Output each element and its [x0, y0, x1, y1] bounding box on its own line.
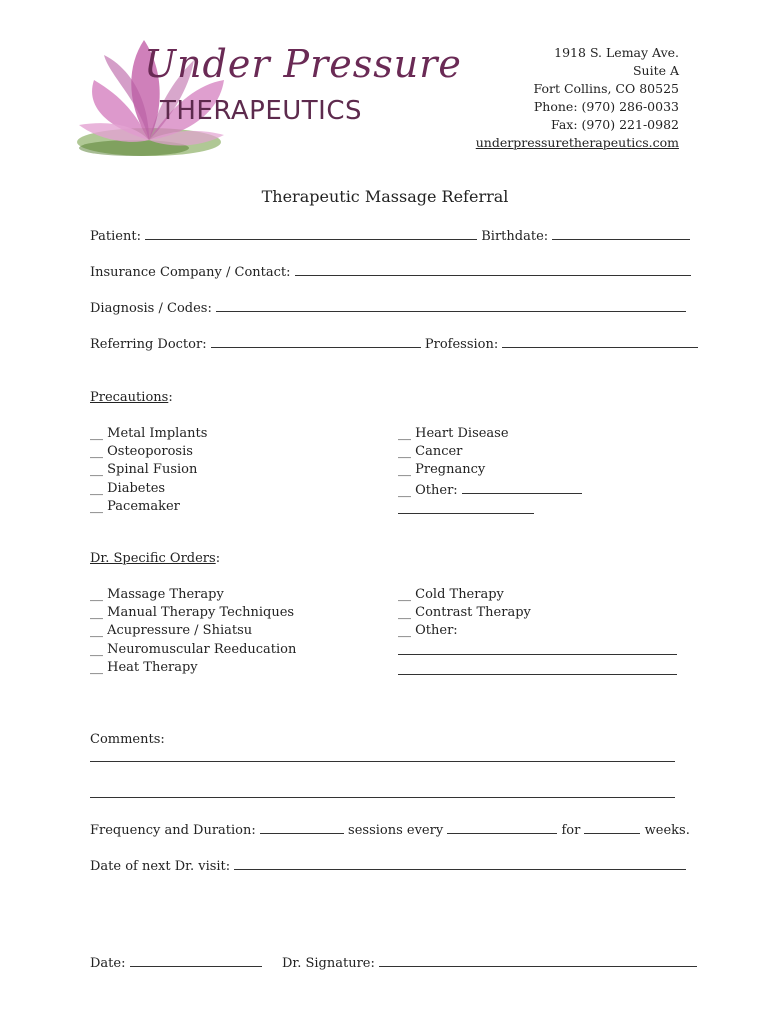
referring-doctor-field[interactable]	[211, 334, 421, 348]
list-item[interactable]: __ Massage Therapy	[90, 587, 224, 602]
orders-other-field-1[interactable]	[398, 641, 677, 655]
diagnosis-row	[90, 298, 686, 318]
doctor-row	[90, 334, 698, 354]
precautions-heading-text: Precautions	[90, 390, 169, 405]
orders-heading: Dr. Specific Orders:	[90, 551, 221, 566]
date-field[interactable]	[130, 953, 262, 967]
patient-label: Patient:	[90, 229, 141, 244]
list-item[interactable]: __ Cold Therapy	[398, 587, 504, 602]
address-line-2: Suite A	[632, 63, 679, 78]
date-row	[90, 953, 262, 973]
referring-doctor-label: Referring Doctor:	[90, 337, 207, 352]
birthdate-field[interactable]	[552, 226, 690, 240]
list-item-other[interactable]	[398, 480, 582, 500]
list-item[interactable]: __ Neuromuscular Reeducation	[90, 641, 297, 657]
next-visit-row	[90, 856, 686, 876]
orders-other-line-1[interactable]	[398, 641, 677, 661]
signature-field[interactable]	[379, 953, 697, 967]
list-item[interactable]: __ Other:	[398, 623, 458, 639]
list-item[interactable]: __ Pregnancy	[398, 462, 486, 478]
other-field[interactable]	[462, 480, 582, 494]
for-label: for	[561, 823, 581, 838]
list-item[interactable]: __ Cancer	[398, 444, 463, 460]
signature-row	[282, 953, 697, 973]
list-item[interactable]: __ Osteoporosis	[90, 444, 193, 460]
sessions-every-label: sessions every	[348, 823, 444, 838]
weeks-label: weeks.	[644, 823, 690, 838]
list-item[interactable]: __ Heart Disease	[398, 426, 509, 441]
address-block	[476, 44, 679, 152]
next-visit-field[interactable]	[234, 856, 686, 870]
orders-other-line-2[interactable]	[398, 661, 677, 681]
list-item[interactable]: __ Diabetes	[90, 480, 166, 496]
signature-label: Dr. Signature:	[282, 956, 375, 971]
other-field-extra[interactable]	[398, 500, 534, 514]
frequency-row	[90, 820, 690, 840]
next-visit-label: Date of next Dr. visit:	[90, 859, 231, 874]
logo-caps-text: THERAPEUTICS	[160, 96, 363, 126]
frequency-sessions-field[interactable]	[260, 820, 344, 834]
patient-row	[90, 226, 690, 246]
list-item[interactable]: __ Spinal Fusion	[90, 462, 198, 478]
precautions-left-list	[90, 425, 207, 516]
list-item[interactable]: __ Acupressure / Shiatsu	[90, 623, 253, 639]
phone-number: Phone: (970) 286-0033	[533, 99, 679, 114]
address-line-1: 1918 S. Lemay Ave.	[554, 45, 679, 60]
insurance-label: Insurance Company / Contact:	[90, 265, 291, 280]
diagnosis-label: Diagnosis / Codes:	[90, 301, 212, 316]
frequency-interval-field[interactable]	[447, 820, 557, 834]
list-item[interactable]: __ Heat Therapy	[90, 659, 198, 675]
comments-label: Comments:	[90, 732, 165, 747]
comments-line-2[interactable]	[90, 797, 675, 798]
logo-script-text: Under Pressure	[144, 42, 462, 86]
other-field-line-2[interactable]	[398, 500, 582, 520]
frequency-label: Frequency and Duration:	[90, 823, 256, 838]
form-title: Therapeutic Massage Referral	[261, 187, 509, 206]
patient-field[interactable]	[145, 226, 477, 240]
orders-other-field-2[interactable]	[398, 661, 677, 675]
address-line-3: Fort Collins, CO 80525	[533, 81, 679, 96]
list-item[interactable]: __ Pacemaker	[90, 498, 180, 514]
birthdate-label: Birthdate:	[481, 229, 549, 244]
fax-number: Fax: (970) 221-0982	[551, 117, 679, 132]
other-label: __ Other:	[398, 482, 458, 498]
insurance-row	[90, 262, 691, 282]
list-item[interactable]: __ Metal Implants	[90, 426, 208, 441]
company-logo	[74, 30, 462, 165]
orders-heading-text: Dr. Specific Orders	[90, 551, 216, 566]
date-label: Date:	[90, 956, 126, 971]
profession-field[interactable]	[502, 334, 698, 348]
orders-left-list	[90, 586, 296, 677]
comments-line-1[interactable]	[90, 761, 675, 762]
diagnosis-field[interactable]	[216, 298, 686, 312]
insurance-field[interactable]	[295, 262, 691, 276]
website-link[interactable]: underpressuretherapeutics.com	[475, 135, 679, 150]
orders-right-list	[398, 586, 677, 681]
precautions-right-list	[398, 425, 582, 520]
list-item[interactable]: __ Manual Therapy Techniques	[90, 605, 295, 621]
list-item[interactable]: __ Contrast Therapy	[398, 605, 531, 621]
profession-label: Profession:	[424, 337, 499, 352]
precautions-heading: Precautions:	[90, 390, 173, 405]
frequency-weeks-field[interactable]	[584, 820, 640, 834]
